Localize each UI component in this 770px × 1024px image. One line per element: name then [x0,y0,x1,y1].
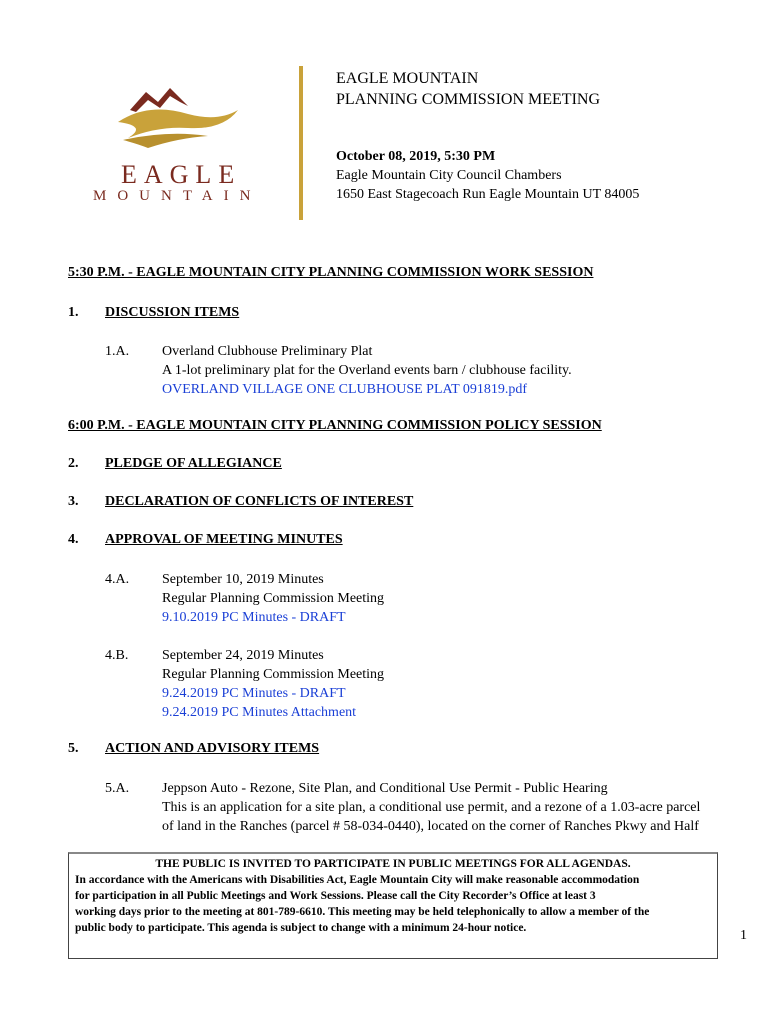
subitem-description: Regular Planning Commission Meeting [162,667,385,682]
item-title: APPROVAL OF MEETING MINUTES [105,532,343,547]
item-number: 4. [68,532,79,547]
item-title: ACTION AND ADVISORY ITEMS [105,741,320,756]
item-number: 3. [68,494,79,509]
policy-session-heading: 6:00 P.M. - EAGLE MOUNTAIN CITY PLANNING COMMISSION POLICY SESSION [68,418,602,433]
eagle-mountain-logo [88,82,268,212]
item-title: DISCUSSION ITEMS [105,305,240,320]
subitem-title: September 24, 2019 Minutes [162,648,324,663]
page-number: 1 [740,928,747,943]
subitem-title: Overland Clubhouse Preliminary Plat [162,344,373,359]
attachment-link[interactable]: OVERLAND VILLAGE ONE CLUBHOUSE PLAT 091819.pdf [162,382,528,397]
item-number: 2. [68,456,79,471]
attachment-link[interactable]: 9.24.2019 PC Minutes Attachment [162,705,357,720]
notice-line: for participation in all Public Meetings and Work Sessions. Please call the City Recorder’s Office at least 3 [75,890,596,902]
subitem-number: 4.B. [105,648,129,663]
item-title: DECLARATION OF CONFLICTS OF INTEREST [105,494,414,509]
notice-line: public body to participate. This agenda is subject to change with a minimum 24-hour notice. [75,922,527,934]
subitem-title: Jeppson Auto - Rezone, Site Plan, and Conditional Use Permit - Public Hearing [162,781,608,796]
header-divider [299,66,303,220]
logo-word-mountain: MOUNTAIN [93,188,262,204]
title-line-2: PLANNING COMMISSION MEETING [336,91,600,108]
subitem-title: September 10, 2019 Minutes [162,572,324,587]
item-number: 5. [68,741,79,756]
title-line-1: EAGLE MOUNTAIN [336,70,479,87]
meeting-title [336,68,600,110]
subitem-description: This is an application for a site plan, a conditional use permit, and a rezone of a 1.03-acre parcel [162,800,701,815]
subitem-number: 5.A. [105,781,130,796]
subitem-description: Regular Planning Commission Meeting [162,591,385,606]
attachment-link[interactable]: 9.10.2019 PC Minutes - DRAFT [162,610,346,625]
subitem-number: 1.A. [105,344,130,359]
eagle-logo-icon [88,82,268,162]
item-title: PLEDGE OF ALLEGIANCE [105,456,282,471]
subitem-number: 4.A. [105,572,130,587]
meeting-address: 1650 East Stagecoach Run Eagle Mountain UT 84005 [336,187,640,202]
logo-word-eagle: EAGLE [121,160,242,189]
item-number: 1. [68,305,79,320]
work-session-heading: 5:30 P.M. - EAGLE MOUNTAIN CITY PLANNING COMMISSION WORK SESSION [68,265,594,280]
meeting-location: Eagle Mountain City Council Chambers [336,168,562,183]
public-notice-box [68,852,718,959]
notice-title: THE PUBLIC IS INVITED TO PARTICIPATE IN PUBLIC MEETINGS FOR ALL AGENDAS. [155,858,631,870]
notice-line: working days prior to the meeting at 801-789-6610. This meeting may be held telephonically to allow a member of the [75,906,650,918]
subitem-description: of land in the Ranches (parcel # 58-034-0440), located on the corner of Ranches Pkwy and Half [162,819,699,834]
attachment-link[interactable]: 9.24.2019 PC Minutes - DRAFT [162,686,346,701]
subitem-description: A 1-lot preliminary plat for the Overland events barn / clubhouse facility. [162,363,572,378]
meeting-date: October 08, 2019, 5:30 PM [336,149,496,164]
notice-line: In accordance with the Americans with Disabilities Act, Eagle Mountain City will make reasonable accommodation [75,874,640,886]
